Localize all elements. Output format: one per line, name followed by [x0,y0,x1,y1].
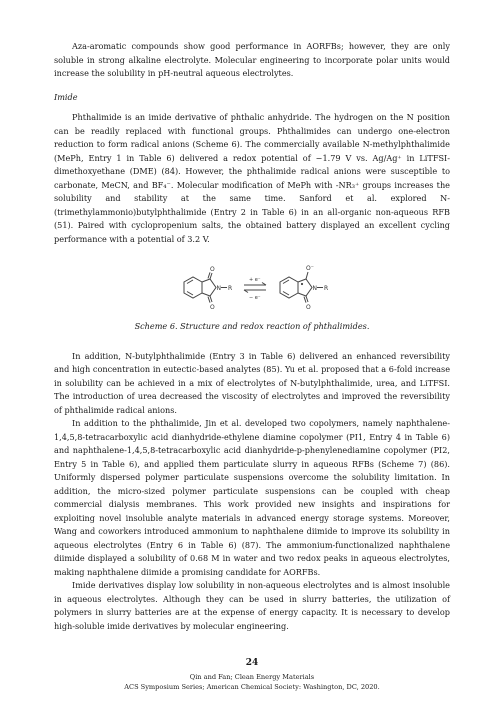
right-imide-ring [298,279,312,296]
scheme-caption: Scheme 6. Structure and redox reaction of phthalimides. [134,321,370,331]
paragraph-imide-summary: Imide derivatives display low solubility in non-aqueous electrolytes and is almost insoluble in aqueous electrolytes. Although they can be used in slurry batteries, the utilization of polymers in slurry batteries are at the expense of energy capacity. It is necessary to develop high-soluble imide derivatives by molecular engineering. [54,580,450,631]
left-top-oxygen: O [210,266,215,273]
right-n-atom: N [312,285,317,292]
phthalimide-redox-scheme [54,260,450,316]
section-heading-imide: Imide [54,91,78,102]
page-body [54,40,450,633]
paragraph-copolymers: In addition to the phthalimide, Jin et al. developed two copolymers, namely naphthalene-1,4,5,8-tetracarboxylic acid dianhydride-ethylene diamine copolymer (PI1, Entry 4 in Table 6) and naphthalene-1,4,5,8-tetracarboxylic acid dianhydride-p-phenylenediamine copolymer (PI2, Entry 5 in Table 6), and applied them particulate slurry in aqueous RFBs (Scheme 7) (86). Uniformly dispersed polymer particulate suspensions overcome the solubility limitation. In addition, the micro-sized polymer particulate suspensions can be coupled with cheap commercial dialysis membranes. This work provided new insights and inspirations for exploiting novel insoluble analyte materials in advanced energy storage systems. Moreover, Wang and coworkers introduced ammonium to naphthalene diimide to improve its solubility in aqueous electrolytes (Entry 6 in Table 6) (87). The ammonium-functionalized naphthalene diimide displayed a solubility of 0.68 M in water and two redox peaks in aqueous electrolytes, making naphthalene diimide a promising candidate for AORFBs. [54,418,450,577]
page-number: 24 [245,658,259,668]
reverse-electron-label: − e⁻ [249,295,261,301]
right-r-group: R [324,285,329,292]
left-r-group: R [228,285,233,292]
radical-dot [301,283,303,285]
footer-citation-authors: Qin and Fan; Clean Energy Materials [189,673,315,681]
footer-citation-series: ACS Symposium Series; American Chemical Society: Washington, DC, 2020. [124,683,380,691]
left-bottom-oxygen: O [210,304,215,311]
paragraph-butylphthalimide: In addition, N-butylphthalimide (Entry 3 in Table 6) delivered an enhanced reversibility and high concentration in eutectic-based analytes (85). Yu et al. proposed that a 6-fold increase in solubility can be achieved in a mix of electrolytes of N-butylphthalimide, urea, and LiTFSI. The introduction of urea decreased the viscosity of electrolytes and improved the reversibility of phthalimide radical anions. [54,350,450,415]
scheme-6-figure [54,260,450,316]
left-n-atom: N [216,285,221,292]
left-imide-ring [202,279,216,296]
forward-electron-label: + e⁻ [249,277,261,283]
paragraph-phthalimide: Phthalimide is an imide derivative of phthalic anhydride. The hydrogen on the N position can be readily replaced with functional groups. Phthalimides can undergo one-electron reduction to form radical anions (Scheme 6). The commercially available N-methylphthalimide (MePh, Entry 1 in Table 6) delivered a redox potential of −1.79 V vs. Ag/Ag⁺ in LiTFSI- dimethoxyethane (DME) (84). However, the phthalimide radical anions were susceptible to carbonate, MeCN, and BF₄⁻. Molecular modification of MePh with -NR₃⁺ groups increases the solubility and stability at the same time. Sanford et al. explored N-(trimethylammonio)butylphthalimide (Entry 2 in Table 6) in an all-organic non-aqueous RFB (51). Paired with cyclopropenium salts, the obtained battery displayed an excellent cycling performance with a potential of 3.2 V. [54,112,450,244]
right-anion-oxygen: O⁻ [306,265,314,272]
paragraph-aza-aromatic: Aza-aromatic compounds show good performance in AORFBs; however, they are only soluble in strong alkaline electrolyte. Molecular engineering to incorporate polar units would increase the solubility in pH-neutral aqueous electrolytes. [54,41,450,78]
right-bottom-oxygen: O [306,304,311,311]
